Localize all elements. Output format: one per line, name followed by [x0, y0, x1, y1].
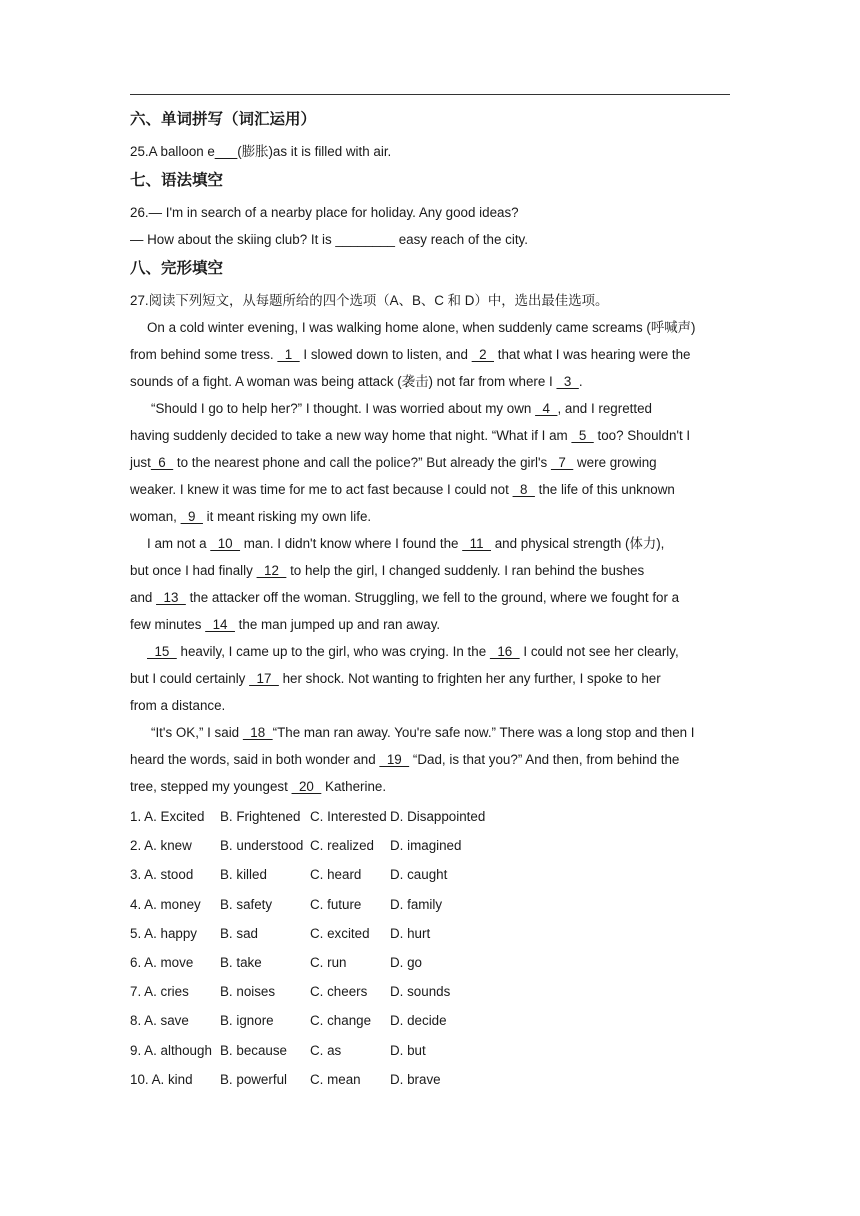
section-heading-8: 八、完形填空 — [130, 259, 224, 277]
passage-line: woman, 9 it meant risking my own life. — [130, 503, 730, 530]
blank-15: 15 — [147, 644, 177, 659]
option-c: C. excited — [310, 925, 370, 941]
blank-7: 7 — [550, 455, 574, 470]
blank-13: 13 — [156, 590, 186, 605]
option-d: D. Disappointed — [390, 809, 486, 824]
option-d: D. caught — [390, 867, 448, 883]
option-c: C. mean — [310, 1071, 361, 1087]
option-d: D. go — [390, 954, 423, 970]
option-row-7 — [130, 977, 730, 1006]
option-a: 2. A. knew — [130, 838, 192, 854]
blank-12: 12 — [256, 563, 287, 578]
blank-20: 20 — [291, 779, 322, 794]
passage-line: I am not a 10 man. I didn't know where I found the 11 and physical strength (体力), — [130, 530, 730, 557]
option-row-10 — [130, 1065, 730, 1094]
passage-line: having suddenly decided to take a new way home that night. “What if I am 5 too? Shouldn't I — [130, 422, 730, 449]
option-b: B. ignore — [220, 1013, 274, 1029]
section-heading-7: 七、语法填空 — [130, 171, 224, 189]
blank-18: 18 — [242, 725, 273, 740]
option-d: D. imagined — [390, 838, 462, 854]
passage-line: “It's OK,” I said 18 “The man ran away. You're safe now.” There was a long stop and then I — [130, 719, 730, 746]
passage-line: but I could certainly 17 her shock. Not wanting to frighten her any further, I spoke to her — [130, 665, 730, 692]
cloze-instruction: 27.阅读下列短文，从每题所给的四个选项（A、B、C 和 D）中，选出最佳选项。 — [130, 293, 609, 308]
blank-8: 8 — [512, 482, 535, 497]
blank-6: 6 — [150, 455, 174, 470]
option-row-2 — [130, 831, 730, 860]
blank-1: 1 — [277, 347, 300, 362]
option-row-3 — [130, 860, 730, 889]
section-heading-6: 六、单词拼写（词汇运用） — [130, 110, 317, 128]
option-b: B. take — [220, 954, 262, 970]
option-b: B. safety — [220, 896, 273, 912]
passage-line: just 6 to the nearest phone and call the police?” But already the girl's 7 were growing — [130, 449, 730, 476]
option-c: C. as — [310, 1042, 342, 1058]
passage-line: On a cold winter evening, I was walking home alone, when suddenly came screams (呼喊声) — [147, 320, 696, 335]
blank-10: 10 — [210, 536, 241, 551]
option-c: C. change — [310, 1013, 372, 1029]
option-b: B. understood — [220, 838, 304, 854]
option-c: C. cheers — [310, 984, 368, 1000]
option-d: D. hurt — [390, 925, 431, 941]
option-b: B. sad — [220, 925, 258, 941]
passage-line: and 13 the attacker off the woman. Struggling, we fell to the ground, where we fought for a — [130, 584, 730, 611]
option-row-1 — [130, 802, 730, 831]
blank-9: 9 — [180, 509, 203, 524]
option-row-5 — [130, 919, 730, 948]
question-26-line2: — How about the skiing club? It is ________ easy reach of the city. — [130, 232, 528, 247]
option-d: D. sounds — [390, 984, 451, 1000]
blank-5: 5 — [571, 428, 594, 443]
option-a: 1. A. Excited — [130, 809, 205, 824]
option-a: 3. A. stood — [130, 867, 194, 883]
option-d: D. brave — [390, 1071, 441, 1087]
header-rule — [130, 94, 730, 95]
option-a: 7. A. cries — [130, 984, 189, 1000]
option-c: C. run — [310, 954, 347, 970]
option-c: C. heard — [310, 867, 362, 883]
option-c: C. Interested — [310, 809, 387, 824]
option-row-9 — [130, 1036, 730, 1065]
option-c: C. future — [310, 896, 362, 912]
blank-4: 4 — [535, 401, 558, 416]
option-a: 5. A. happy — [130, 925, 198, 941]
option-b: B. killed — [220, 867, 267, 883]
blank-11: 11 — [462, 536, 491, 551]
option-row-8 — [130, 1006, 730, 1035]
option-a: 9. A. although — [130, 1042, 212, 1058]
option-b: B. Frightened — [220, 809, 301, 824]
blank-2: 2 — [471, 347, 494, 362]
option-row-4 — [130, 890, 730, 919]
option-b: B. noises — [220, 984, 276, 1000]
option-d: D. decide — [390, 1013, 447, 1029]
document-content — [130, 104, 730, 1094]
passage-line: few minutes 14 the man jumped up and ran away. — [130, 611, 730, 638]
options-list — [130, 802, 730, 1094]
passage-line: weaker. I knew it was time for me to act fast because I could not 8 the life of this unknown — [130, 476, 730, 503]
question-25: 25.A balloon e___(膨胀)as it is filled with air. — [130, 138, 730, 165]
option-c: C. realized — [310, 838, 375, 854]
blank-19: 19 — [379, 752, 410, 767]
passage-line: from behind some tress. 1 I slowed down to listen, and 2 that what I was hearing were the — [130, 341, 730, 368]
option-a: 6. A. move — [130, 954, 194, 970]
option-d: D. but — [390, 1042, 426, 1058]
blank-14: 14 — [205, 617, 235, 632]
question-26-line1: 26.— I'm in search of a nearby place for holiday. Any good ideas? — [130, 205, 519, 220]
passage-line: “Should I go to help her?” I thought. I was worried about my own 4 , and I regretted — [130, 395, 730, 422]
option-a: 10. A. kind — [130, 1071, 193, 1087]
option-a: 4. A. money — [130, 896, 201, 912]
option-b: B. because — [220, 1042, 287, 1058]
passage-line: but once I had finally 12 to help the girl, I changed suddenly. I ran behind the bushes — [130, 557, 730, 584]
passage-line: from a distance. — [130, 698, 226, 713]
passage-line: sounds of a fight. A woman was being attack (袭击) not far from where I 3 . — [130, 368, 730, 395]
option-b: B. powerful — [220, 1071, 287, 1087]
blank-17: 17 — [249, 671, 279, 686]
passage-line: tree, stepped my youngest 20 Katherine. — [130, 773, 730, 800]
option-row-6 — [130, 948, 730, 977]
answer-blank: ___ — [214, 144, 238, 159]
passage-line: heard the words, said in both wonder and 19 “Dad, is that you?” And then, from behind the — [130, 746, 730, 773]
blank-16: 16 — [489, 644, 520, 659]
passage-line: 15 heavily, I came up to the girl, who was crying. In the 16 I could not see her clearly, — [130, 638, 730, 665]
blank-3: 3 — [556, 374, 579, 389]
option-a: 8. A. save — [130, 1013, 189, 1029]
option-d: D. family — [390, 896, 443, 912]
